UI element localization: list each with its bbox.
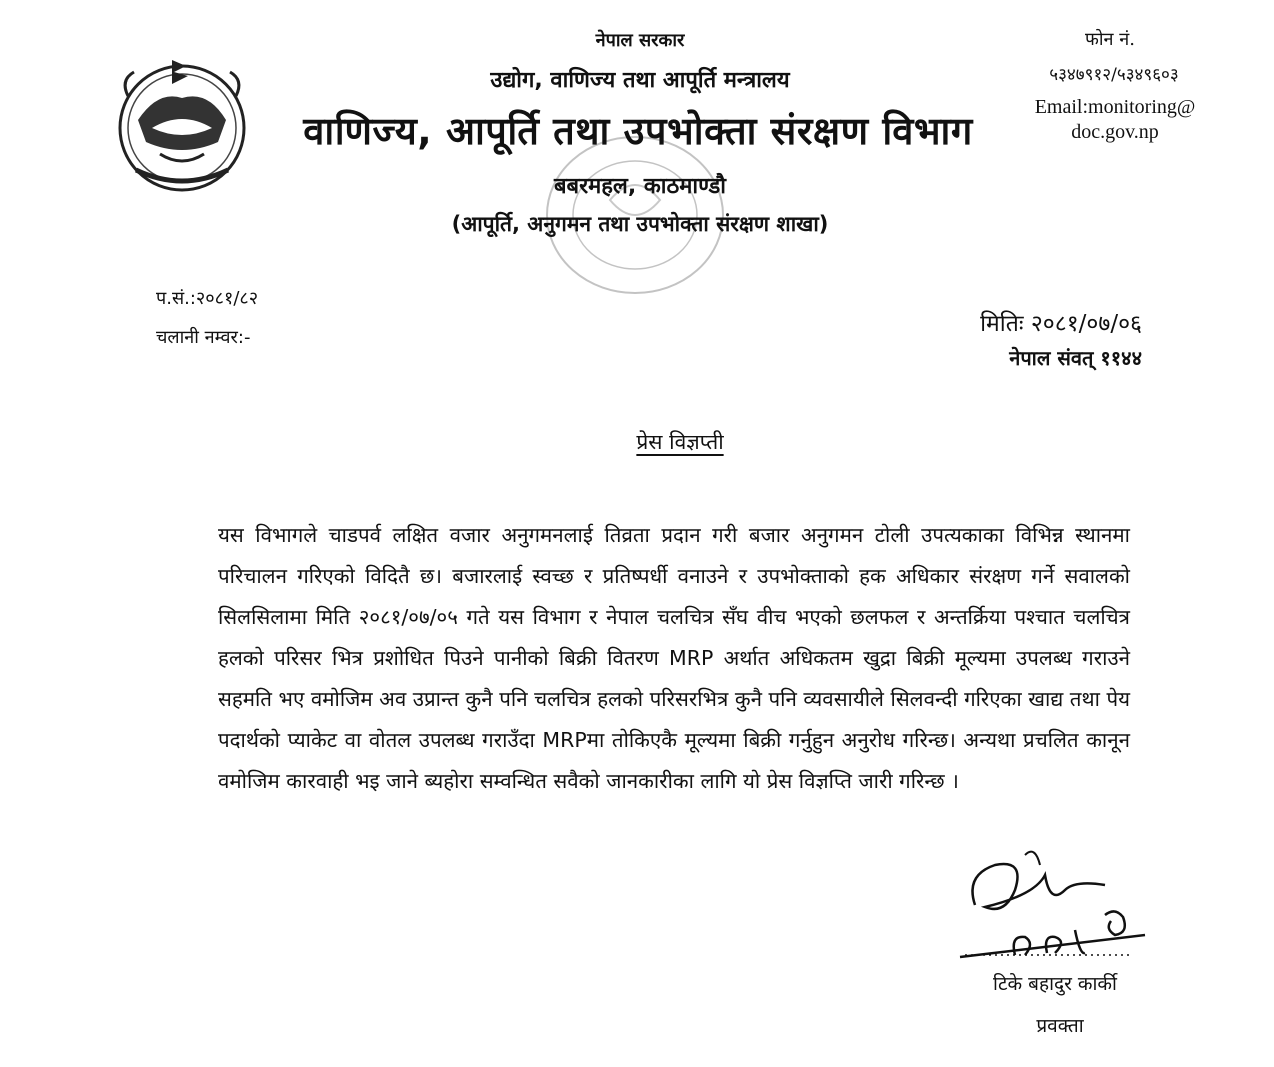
reference-number: प.सं.:२०८१/८२ (156, 288, 259, 309)
nepal-samvat-year: नेपाल संवत् ११४४ (1009, 346, 1142, 370)
heading-text: प्रेस विज्ञप्ती (636, 430, 724, 454)
phone-numbers: ५३४७९१२/५३४९६०३ (1049, 65, 1179, 85)
handwritten-signature (955, 835, 1155, 985)
phone-label: फोन नं. (1085, 29, 1135, 50)
ministry-name: उद्योग, वाणिज्य तथा आपूर्ति मन्त्रालय (490, 68, 790, 93)
section-name: (आपूर्ति, अनुगमन तथा उपभोक्ता संरक्षण शाखा) (451, 212, 829, 236)
nepal-emblem-icon (108, 50, 256, 198)
office-address: बबरमहल, काठमाण्डौ (553, 174, 727, 199)
dispatch-number: चलानी नम्वर:- (156, 327, 251, 348)
email-line-2: doc.gov.np (1071, 121, 1159, 143)
signer-name: टिके बहादुर कार्की (993, 973, 1117, 995)
letter-date: मितिः २०८१/०७/०६ (980, 311, 1142, 337)
press-release-body: यस विभागले चाडपर्व लक्षित वजार अनुगमनलाई तिव्रता प्रदान गरी बजार अनुगमन टोली उपत्यकाका विभिन्न स्थानमा परिचालन गरिएको विदितै छ। बजारलाई स्वच्छ र प्रतिष्पर्धी वनाउने र उपभोक्ताको हक अधिकार संरक्षण गर्ने सवालको सिलसिलामा मिति २०८१/०७/०५ गते यस विभाग र नेपाल चलचित्र सँघ वीच भएको छलफल र अन्तर्क्रिया पश्चात चलचित्र हलको परिसर भित्र प्रशोधित पिउने पानीको बिक्री वितरण MRP अर्थात अधिकतम खुद्रा बिक्री मूल्यमा उपलब्ध गराउने सहमति भए वमोजिम अव उप्रान्त कुनै पनि चलचित्र हलको परिसरभित्र कुनै पनि व्यवसायीले सिलवन्दी गरिएका खाद्य तथा पेय पदार्थको प्याकेट वा वोतल उपलब्ध गराउँदा MRPमा तोकिएकै मूल्यमा बिक्री गर्नुहुन अनुरोध गरिन्छ। अन्यथा प्रचलित कानून वमोजिम कारवाही भइ जाने ब्यहोरा सम्वन्धित सवैको जानकारीका लागि यो प्रेस विज्ञप्ति जारी गरिन्छ । (218, 523, 1130, 793)
department-name: वाणिज्य, आपूर्ति तथा उपभोक्ता संरक्षण विभाग (303, 109, 973, 153)
government-name: नेपाल सरकार (595, 30, 685, 51)
signer-designation: प्रवक्ता (1036, 1015, 1084, 1037)
document-heading (540, 428, 820, 456)
email-line-1: Email:monitoring@ (1034, 96, 1196, 118)
